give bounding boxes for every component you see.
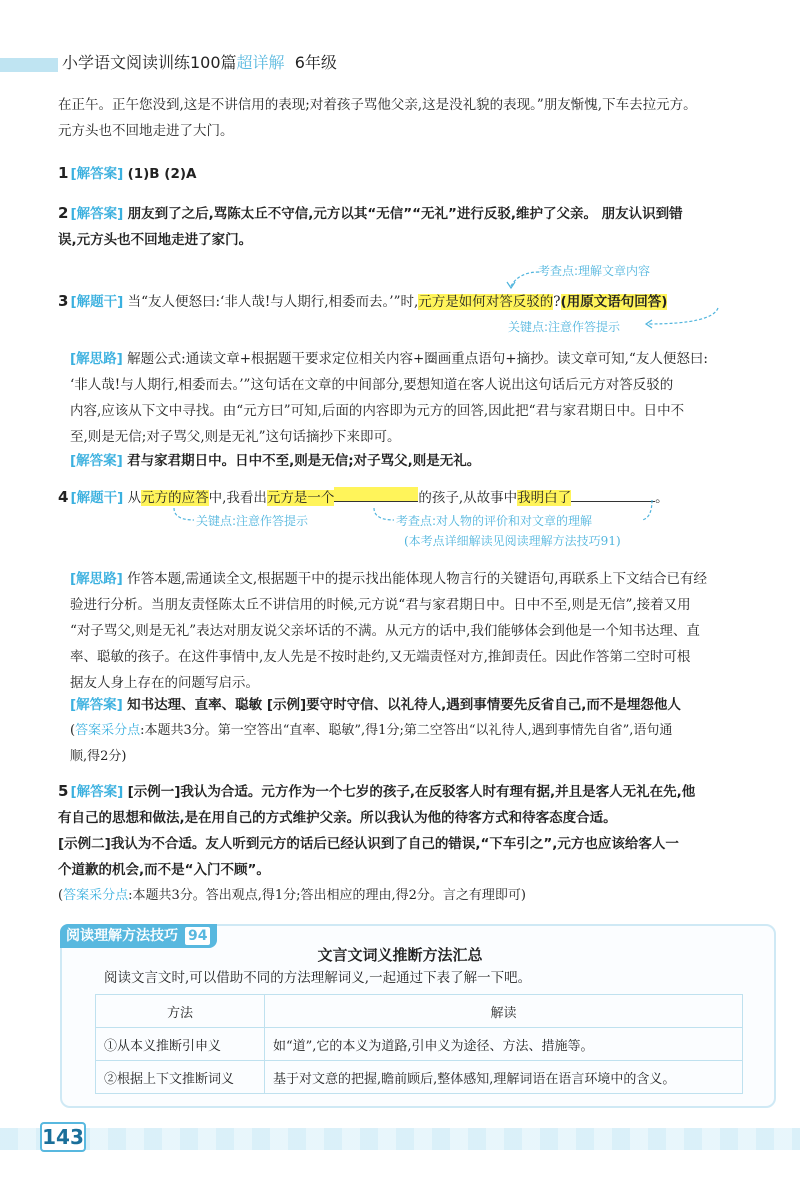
table-cell: ②根据上下文推断词义	[96, 1061, 265, 1094]
question-text: 从	[127, 490, 142, 506]
book-title-accent: 超详解	[236, 53, 285, 72]
question-2	[58, 200, 748, 253]
highlight-answer-hint: (用原文语句回答)	[560, 294, 668, 310]
method-tip-number: 94	[184, 926, 211, 946]
answer-tag: [解答案]	[70, 453, 123, 469]
highlight-key-phrase: 我明白了	[517, 490, 572, 506]
answer-tag: [解答案]	[70, 206, 124, 222]
running-header	[62, 50, 337, 73]
analysis-line: 作答本题,需通读全文,根据题干中的提示找出能体现人物言行的关键语句,再联系上下文结合已有经	[127, 571, 708, 587]
annotation-reference: (本考点详细解读见阅读理解方法技巧91)	[404, 534, 621, 548]
book-title: 小学语文阅读训练100篇	[62, 53, 237, 72]
answer-example-2-cont: 个道歉的机会,而不是“入门不顾”。	[58, 862, 270, 878]
passage-line: 在正午。正午您没到,这是不讲信用的表现;对着孩子骂他父亲,这是没礼貌的表现。”朋友惭愧,下车去拉元方。	[58, 97, 697, 113]
question-5: 5 [解答案] [示例一]我认为合适。元方作为一个七岁的孩子,在反驳客人时有理有据,并且是客人无礼在先,他 有自己的思想和做法,是在用自己的方式维护父亲。所以我认为他的待客方式和待客态度合适。 [示例二]我认为不合适。友人听到元方的话后已经认识到了自己的错误,“下车引之”,元方也应该给客人一 个道歉的机会,而不是“入门不顾”。 (答案采分点:本题共3分。答出观点,得1分;答出相应的理由,得2分。言之有理即可)	[58, 778, 758, 909]
method-table	[95, 994, 743, 1094]
score-tag: 答案采分点	[75, 723, 141, 738]
question-number: 2	[58, 204, 69, 222]
question-lead: 当“友人便怒曰:‘非人哉!与人期行,相委而去。’”时,	[127, 294, 419, 310]
annotation-arrow-icon	[170, 508, 198, 526]
grade-label: 6年级	[294, 53, 337, 72]
passage-tail	[58, 92, 748, 144]
answer-text: 朋友到了之后,骂陈太丘不守信,元方以其“无信”“无礼”进行反驳,维护了父亲。 朋友认识到错	[127, 206, 683, 222]
annotation-arrow-icon	[642, 306, 722, 330]
annotation-arrow-icon	[505, 266, 541, 290]
answer-example-2: [示例二]我认为不合适。友人听到元方的话后已经认识到了自己的错误,“下车引之”,元方也应该给客人一	[58, 836, 679, 852]
question-text: ,从故事中	[458, 490, 518, 506]
highlight-key-phrase: 元方的应答	[141, 490, 209, 506]
table-header-row	[96, 995, 743, 1028]
answer-blank	[334, 487, 418, 502]
analysis-line: ‘非人哉!与人期行,相委而去。’”这句话在文章的中间部分,要想知道在客人说出这句话后元方对答反驳的	[70, 377, 674, 393]
table-row	[96, 1061, 743, 1094]
score-text: :本题共3分。第一空答出“直率、聪敏”,得1分;第二空答出“以礼待人,遇到事情先自省”,语句通	[140, 723, 673, 738]
question-text: 中,我看出	[208, 490, 267, 506]
analysis-line: 解题公式:通读文章+根据题干要求定位相关内容+圈画重点语句+摘抄。读文章可知,“友人便怒曰:	[127, 351, 708, 367]
question-text: 。	[655, 490, 669, 506]
answer-tag: [解答案]	[70, 697, 123, 713]
analysis-line: 据友人身上存在的问题写启示。	[70, 675, 259, 691]
method-tip-intro: 阅读文言文时,可以借助不同的方法理解词义,一起通过下表了解一下吧。	[104, 970, 532, 986]
question-mark: ?	[553, 294, 561, 310]
answer-example-1-cont: 有自己的思想和做法,是在用自己的方式维护父亲。所以我认为他的待客方式和待客态度合适。	[58, 810, 617, 826]
annotation-exam-point: 考查点:对人物的评价和对文章的理解	[396, 514, 593, 528]
page-number: 143	[40, 1122, 86, 1152]
annotation-exam-point: 考查点:理解文章内容	[538, 264, 651, 278]
q4-analysis	[70, 566, 750, 696]
answer-text-cont: 误,元方头也不回地走进了家门。	[58, 232, 253, 248]
question-text: 的孩子	[418, 490, 459, 506]
method-tip-label: 阅读理解方法技巧	[66, 928, 178, 944]
answer-tag: [解答案]	[70, 166, 124, 182]
answer-example-1: [示例一]我认为合适。元方作为一个七岁的孩子,在反驳客人时有理有据,并且是客人无礼在先,他	[127, 784, 696, 800]
question-tag: [解题干]	[70, 490, 124, 506]
question-number: 1	[58, 164, 69, 182]
table-header: 解读	[265, 995, 743, 1028]
table-cell: 如“道”,它的本义为道路,引申义为途径、方法、措施等。	[265, 1028, 743, 1061]
analysis-line: 至,则是无信;对子骂父,则是无礼”这句话摘抄下来即可。	[70, 429, 401, 445]
answer-text: 知书达理、直率、聪敏 [示例]要守时守信、以礼待人,遇到事情要先反省自己,而不是埋怨他人	[127, 697, 681, 713]
table-cell: ①从本义推断引申义	[96, 1028, 265, 1061]
question-1	[58, 160, 748, 187]
table-header: 方法	[96, 995, 265, 1028]
analysis-line: “对子骂父,则是无礼”表达对朋友说父亲坏话的不满。从元方的话中,我们能够体会到他是一个知书达理、直	[70, 623, 700, 639]
question-number: 4	[58, 488, 69, 506]
highlight-key-question: 元方是如何对答反驳的	[418, 294, 554, 310]
annotation-arrow-icon	[370, 508, 398, 526]
answer-tag: [解答案]	[70, 784, 124, 800]
score-tag: 答案采分点	[63, 888, 129, 903]
answer-text: (1)B (2)A	[127, 166, 197, 182]
analysis-tag: [解思路]	[70, 351, 123, 367]
analysis-tag: [解思路]	[70, 571, 123, 587]
question-number: 3	[58, 292, 69, 310]
header-accent-bar	[0, 58, 58, 72]
table-row	[96, 1028, 743, 1061]
footer-decoration-bar	[0, 1128, 800, 1150]
method-tip-title: 文言文词义推断方法汇总	[317, 946, 483, 964]
analysis-line: 率、聪敏的孩子。在这件事情中,友人先是不按时赴约,又无端责怪对方,推卸责任。因此作答第二空时可根	[70, 649, 691, 665]
table-cell: 基于对文意的把握,瞻前顾后,整体感知,理解词语在语言环境中的含义。	[265, 1061, 743, 1094]
passage-line: 元方头也不回地走进了大门。	[58, 123, 234, 139]
annotation-arrow-icon	[638, 500, 658, 526]
analysis-line: 验进行分析。当朋友责怪陈太丘不讲信用的时候,元方说“君与家君期日中。日中不至,则是无信”,接着又用	[70, 597, 691, 613]
question-tag: [解题干]	[70, 294, 124, 310]
q3-analysis	[70, 346, 750, 450]
annotation-key-point: 关键点:注意作答提示	[508, 320, 621, 334]
score-text: 顺,得2分)	[70, 749, 127, 764]
question-number: 5	[58, 782, 69, 800]
q4-answer: [解答案] 知书达理、直率、聪敏 [示例]要守时守信、以礼待人,遇到事情要先反省自己,而不是埋怨他人 (答案采分点:本题共3分。第一空答出“直率、聪敏”,得1分;第二空答出“以礼待人,遇到事情先自省”,语句通 顺,得2分)	[70, 692, 760, 770]
analysis-line: 内容,应该从下文中寻找。由“元方曰”可知,后面的内容即为元方的回答,因此把“君与家君期日中。日中不	[70, 403, 685, 419]
q3-answer	[70, 448, 750, 474]
highlight-key-phrase: 元方是一个	[266, 490, 335, 506]
score-text: :本题共3分。答出观点,得1分;答出相应的理由,得2分。言之有理即可)	[128, 888, 527, 903]
annotation-key-point: 关键点:注意作答提示	[196, 514, 309, 528]
answer-text: 君与家君期日中。日中不至,则是无信;对子骂父,则是无礼。	[127, 453, 481, 469]
